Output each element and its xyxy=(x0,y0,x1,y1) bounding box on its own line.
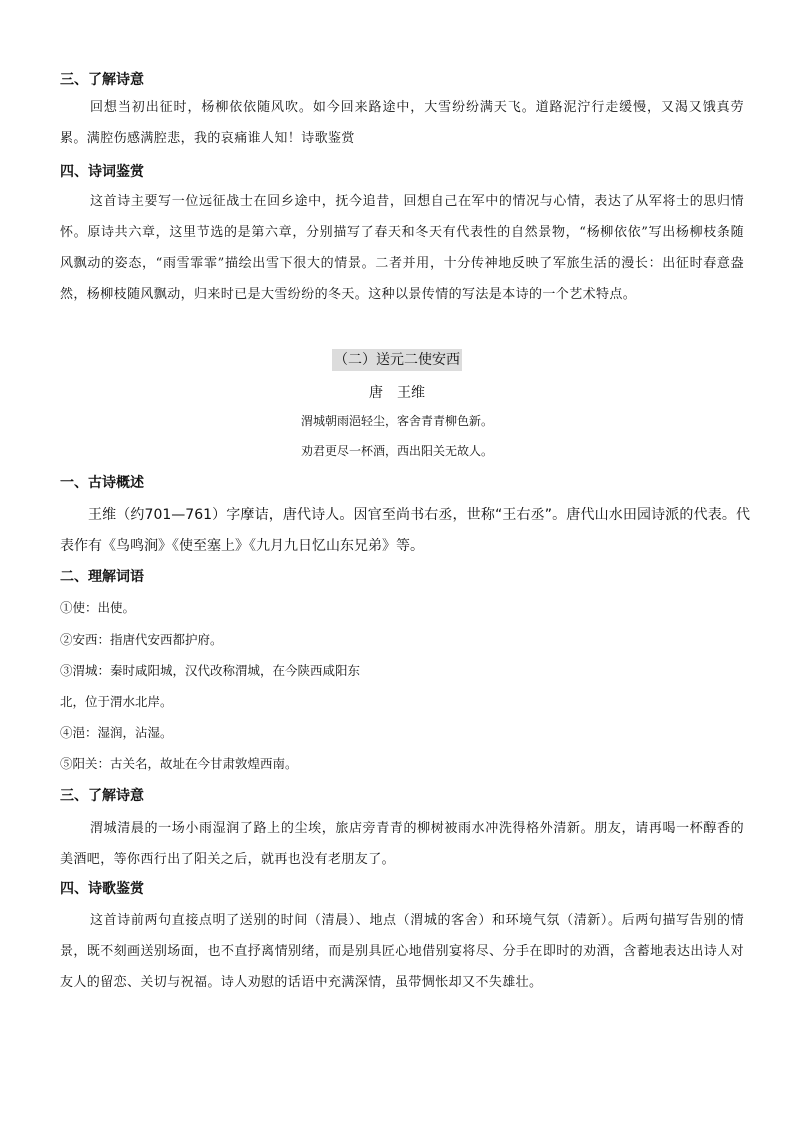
appreciation-paragraph-2: 这首诗前两句直接点明了送别的时间（清晨）、地点（渭城的客舍）和环境气氛（清新）。后两句描写告别的情景，既不刻画送别场面，也不直抒离情别绪，而是别具匠心地借别宴将尽、分手在即时的劝酒，含蓄地表达出诗人对友人的留恋、关切与祝福。诗人劝慰的话语中充满深情，虽带惆怅却又不失雄壮。 xyxy=(60,913,744,990)
section-heading-appreciation-2: 四、诗歌鉴赏 xyxy=(60,881,144,897)
section-heading-vocab: 二、理解词语 xyxy=(60,569,144,585)
section-heading-appreciation-1: 四、诗词鉴赏 xyxy=(60,164,144,180)
vocab-item: ①使：出使。 xyxy=(60,600,136,615)
vocab-item: ④浥：湿润，沾湿。 xyxy=(60,725,173,740)
vocab-item: ⑤阳关：古关名，故址在今甘肃敦煌西南。 xyxy=(60,756,298,771)
poem-line-1: 渭城朝雨浥轻尘，客舍青青柳色新。 xyxy=(300,414,493,428)
vocab-item: 北，位于渭水北岸。 xyxy=(60,694,173,709)
appreciation-paragraph-1: 这首诗主要写一位远征战士在回乡途中，抚今追昔，回想自己在军中的情况与心情，表达了从军将士的思归情怀。原诗共六章，这里节选的是第六章，分别描写了春天和冬天有代表性的自然景物，“杨柳依依”写出杨柳枝条随风飘动的姿态，“雨雪霏霏”描绘出雪下很大的情景。二者并用，十分传神地反映了军旅生活的漫长：出征时春意盎然，杨柳枝随风飘动，归来时已是大雪纷纷的冬天。这种以景传情的写法是本诗的一个艺术特点。 xyxy=(60,194,744,302)
vocab-item: ②安西：指唐代安西都护府。 xyxy=(60,632,223,647)
meaning-paragraph-2: 渭城清晨的一场小雨湿润了路上的尘埃，旅店旁青青的柳树被雨水冲洗得格外清新。朋友，请再喝一杯醇香的美酒吧，等你西行出了阳关之后，就再也没有老朋友了。 xyxy=(60,821,744,867)
poem-author: 唐 王维 xyxy=(369,385,425,401)
vocab-item: ③渭城：秦时咸阳城，汉代改称渭城，在今陕西咸阳东 xyxy=(60,663,361,678)
meaning-paragraph-1: 回想当初出征时，杨柳依依随风吹。如今回来路途中，大雪纷纷满天飞。道路泥泞行走缓慢，又渴又饿真劳累。满腔伤感满腔悲，我的哀痛谁人知！诗歌鉴赏 xyxy=(60,100,744,146)
poem-title-wrapper xyxy=(0,349,794,371)
section-heading-meaning-2: 三、了解诗意 xyxy=(60,788,144,804)
section-heading-meaning-1: 三、了解诗意 xyxy=(60,72,144,88)
poem-title: （二）送元二使安西 xyxy=(332,349,462,371)
poem-line-2: 劝君更尽一杯酒，西出阳关无故人。 xyxy=(300,444,493,458)
overview-paragraph: 王维（约701—761）字摩诘，唐代诗人。因官至尚书右丞，世称“王右丞”。唐代山水田园诗派的代表。代表作有《鸟鸣涧》《使至塞上》《九月九日忆山东兄弟》等。 xyxy=(60,507,750,554)
section-heading-overview: 一、古诗概述 xyxy=(60,475,144,491)
